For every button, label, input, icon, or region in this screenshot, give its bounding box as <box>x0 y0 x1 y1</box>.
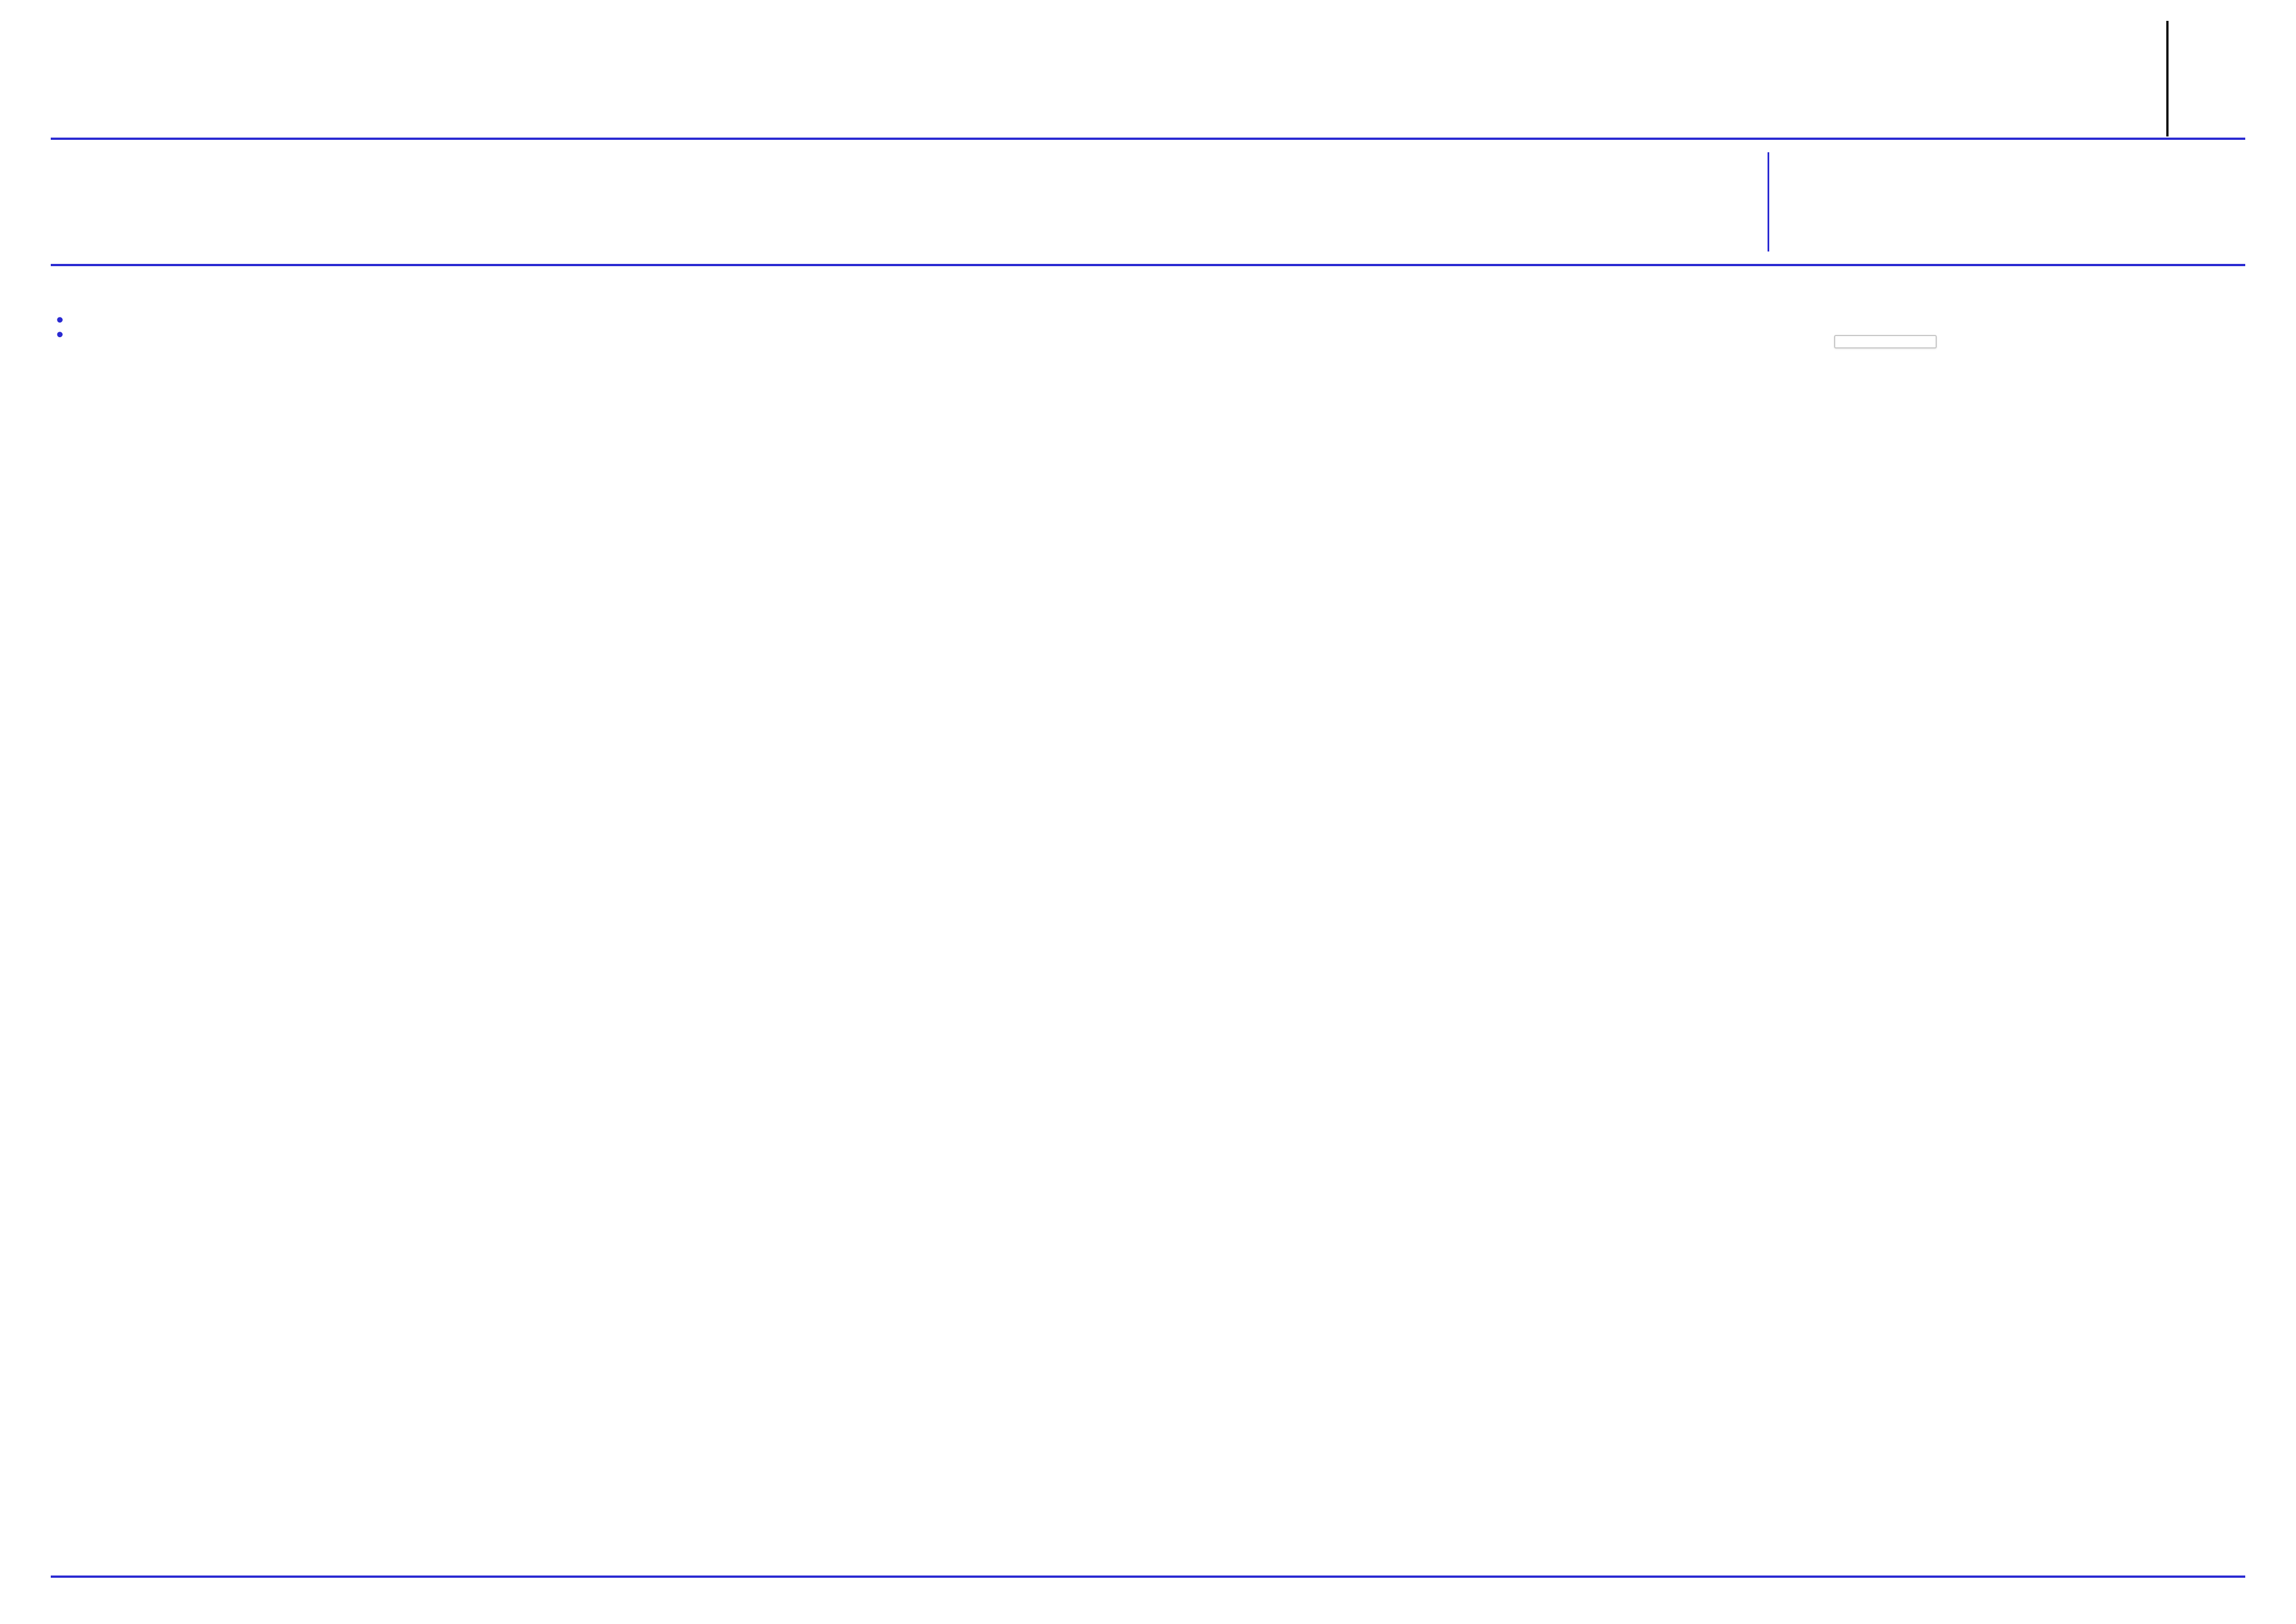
poster-footer <box>51 1576 2245 1624</box>
title-divider <box>1768 152 1769 251</box>
poster-header <box>0 0 2296 266</box>
poster-body <box>0 266 2296 1561</box>
aria-logo <box>2155 21 2178 136</box>
column-left <box>51 291 784 1561</box>
layer-legend <box>1834 335 1937 348</box>
qr-code <box>2146 152 2245 251</box>
column-right <box>1526 291 2245 1561</box>
aria-divider <box>2166 21 2169 136</box>
column-middle <box>801 291 1509 1561</box>
